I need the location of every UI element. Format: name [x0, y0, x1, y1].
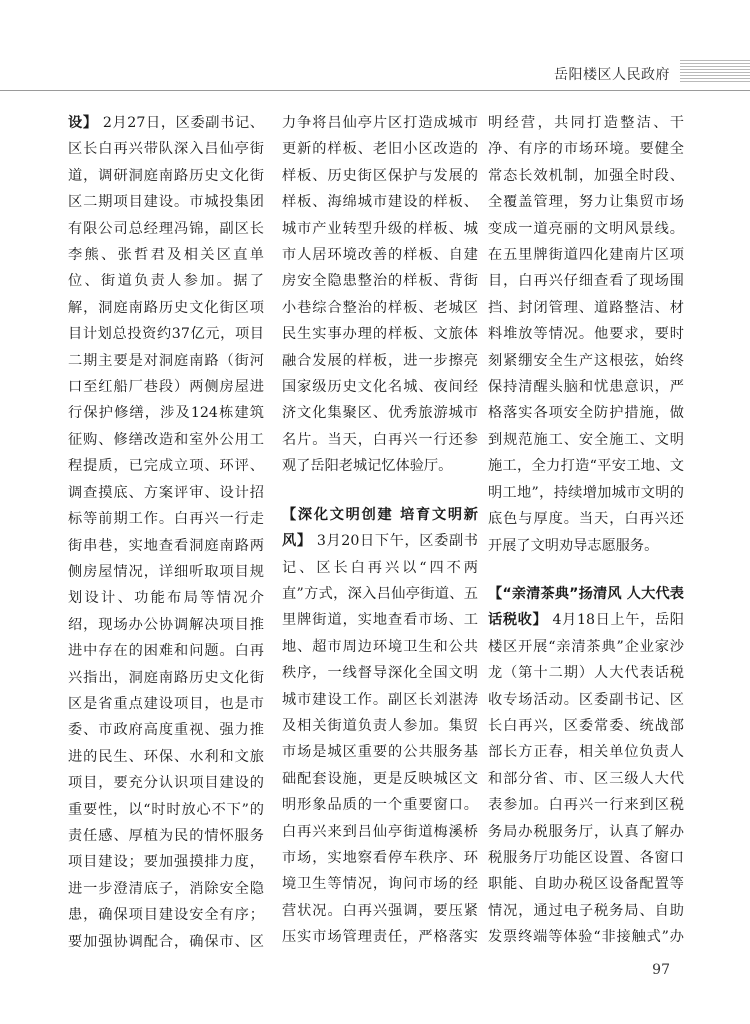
text-column-1	[68, 110, 264, 950]
header-decoration-lines	[680, 60, 750, 84]
paragraph	[68, 110, 264, 950]
text-column-2	[282, 110, 478, 950]
header-divider	[0, 90, 750, 91]
section-heading-tail: 设】	[68, 115, 98, 131]
paragraph-text: 2月27日，区委副书记、区长白再兴带队深入吕仙亭街道，调研洞庭南路历史文化街区二期项目建设。市城投集团有限公司总经理冯锦，副区长李熊、张哲君及相关区直单位、街道负责人参加。据了解，洞庭南路历史文化街区项目计划总投资约37亿元，项目二期主要是对洞庭南路（街河口至红船厂巷段）两侧房屋进行保护修缮，涉及124栋建筑征购、修缮改造和室外公用工程提质，已完成立项、环评、调查摸底、方案评审、设计招标等前期工作。白再兴一行走街串巷，实地查看洞庭南路两侧房屋情况，详细听取项目规划设计、功能布局等情况介绍，现场办公协调解决项目推进中存在的困难和问题。白再兴指出，洞庭南路历史文化街区是省重点建设项目，也是市委、市政府高度重视、强力推进的民生、环保、水利和文旅项目，要充分认识项目建设的重要性，以“时时放心不下”的责任感、厚植为民的情怀服务项目建设；要加强摸排力度，进一步澄清底子，消除安全隐患，确保项目建设安全有序；要加强协调配合，确保市、区	[68, 115, 264, 950]
paragraph-text: 4月18日上午，岳阳楼区开展“亲清茶典”企业家沙龙（第十二期）人大代表话税收专场活动。区委副书记、区长白再兴，区委常委、统战部部长方正春，相关单位负责人和部分省、市、区三级人大代表参加。白再兴一行来到区税务局办税服务厅，认真了解办税服务厅功能区设置、各窗口职能、自助办税区设备配置等情况，通过电子税务局、自助发票终端等体验“非接触式”办	[488, 612, 684, 946]
paragraph	[282, 502, 478, 950]
section-heading: 【深化文明创建 培育文明新风】	[282, 506, 478, 550]
paragraph: 明经营，共同打造整洁、干净、有序的市场环境。要健全常态长效机制，加强全时段、全覆盖管理，努力让集贸市场变成一道亮丽的文明风景线。在五里牌街道四化建南片区项目，白再兴仔细查看了现场围挡、封闭管理、道路整洁、材料堆放等情况。他要求，要时刻紧绷安全生产这根弦，始终保持清醒头脑和忧患意识，严格落实各项安全防护措施，做到规范施工、安全施工、文明施工，全力打造“平安工地、文明工地”，持续增加城市文明的底色与厚度。当天，白再兴还开展了文明劝导志愿服务。	[488, 115, 684, 554]
paragraph	[488, 581, 684, 950]
header-title: 岳阳楼区人民政府	[554, 67, 670, 83]
paragraph: 力争将吕仙亭片区打造成城市更新的样板、老旧小区改造的样板、历史街区保护与发展的样板、海绵城市建设的样板、城市产业转型升级的样板、城市人居环境改善的样板、自建房安全隐患整治的样板、背街小巷综合整治的样板、老城区民生实事办理的样板、文旅体融合发展的样板，进一步擦亮国家级历史文化名城、夜间经济文化集聚区、优秀旅游城市名片。当天，白再兴一行还参观了岳阳老城记忆体验厅。	[282, 115, 478, 475]
page-number: 97	[652, 962, 670, 978]
text-column-3	[488, 110, 684, 950]
paragraph-text: 3月20日下午，区委副书记、区长白再兴以“四不两直”方式，深入吕仙亭街道、五里牌街道，实地查看市场、工地、超市周边环境卫生和公共秩序，一线督导深化全国文明城市建设工作。副区长刘湛涛及相关街道负责人参加。集贸市场是城区重要的公共服务基础配套设施，更是反映城区文明形象品质的一个重要窗口。白再兴来到吕仙亭街道梅溪桥市场，实地察看停车秩序、环境卫生等情况，询问市场的经营状况。白再兴强调，要压紧压实市场管理责任，严格落实	[282, 533, 478, 946]
section-heading: 【“亲清茶典”扬清风 人大代表话税收】	[488, 585, 684, 629]
